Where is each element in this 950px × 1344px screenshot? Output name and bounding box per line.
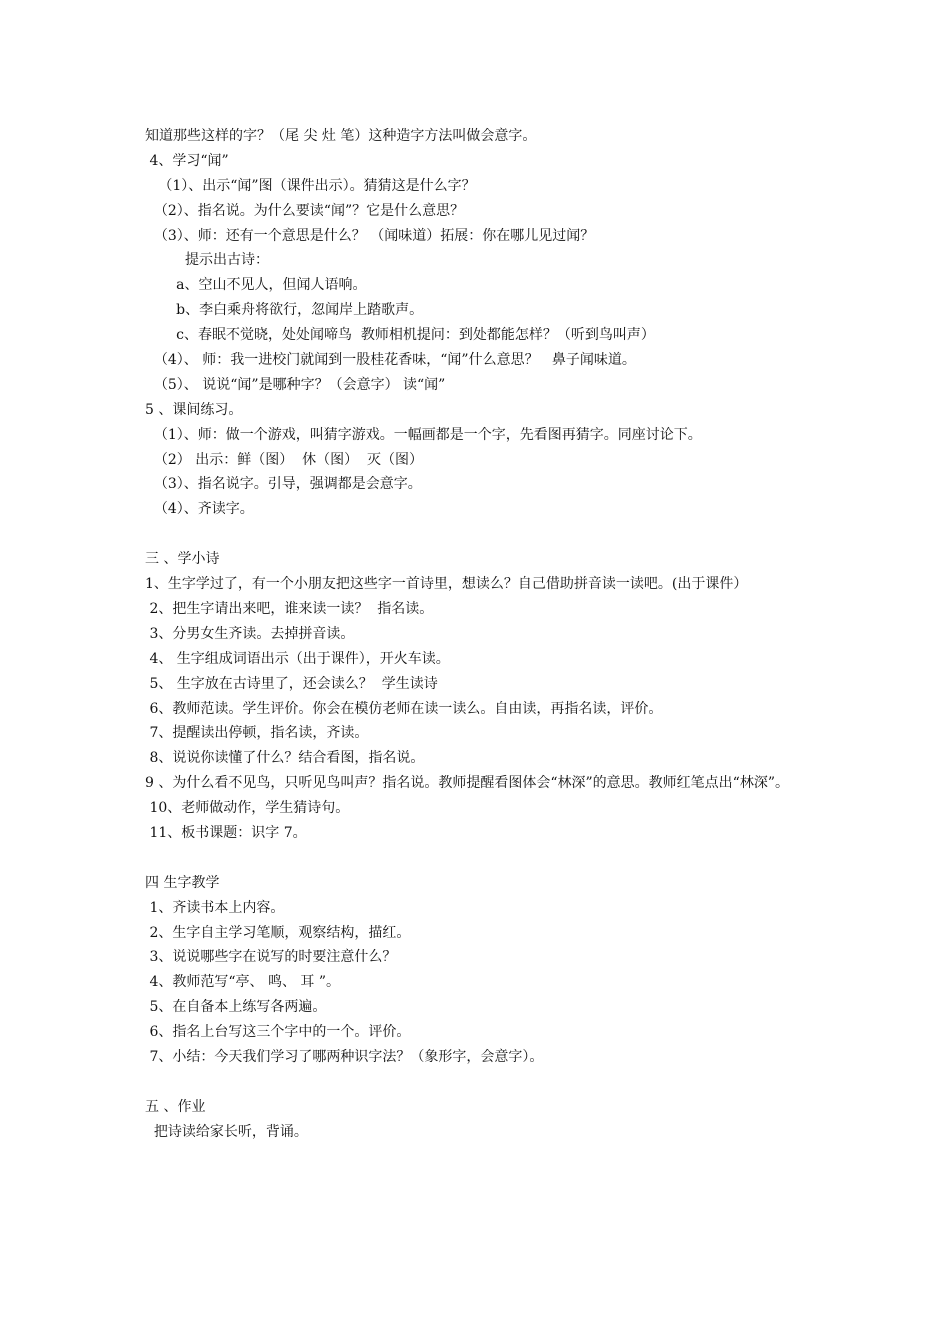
text-line: 7、提醒读出停顿，指名读，齐读。 xyxy=(145,725,369,742)
blank-line xyxy=(145,1070,825,1095)
text-line: 5、在自备本上练写各两遍。 xyxy=(145,999,327,1016)
text-line: 4、教师范写“亭、 鸣、 耳 ”。 xyxy=(145,974,341,991)
poem-line: c、春眠不觉晓，处处闻啼鸟 教师相机提问：到处都能怎样？（听到鸟叫声） xyxy=(145,327,655,344)
section-heading: 4、学习“闻” xyxy=(145,152,229,169)
text-line: （1）、师：做一个游戏，叫猜字游戏。一幅画都是一个字，先看图再猜字。同座讨论下。 xyxy=(145,426,702,443)
text-line: 2、生字自主学习笔顺，观察结构，描红。 xyxy=(145,924,411,941)
section-heading: 三 、学小诗 xyxy=(145,551,220,568)
text-line: （1）、出示“闻”图（课件出示）。猜猜这是什么字？ xyxy=(145,177,476,194)
text-line: 3、说说哪些字在说写的时要注意什么？ xyxy=(145,949,397,966)
text-line: （4）、 师：我一进校门就闻到一股桂花香味，“闻”什么意思？ 鼻子闻味道。 xyxy=(145,352,636,369)
text-line: 提示出古诗： xyxy=(145,252,270,269)
section-heading: 四 生字教学 xyxy=(145,874,220,891)
text-line: （3）、指名说字。引导，强调都是会意字。 xyxy=(145,476,422,493)
text-line: 10、老师做动作，学生猜诗句。 xyxy=(145,800,350,817)
text-line: 6、教师范读。学生评价。你会在模仿老师在读一读么。自由读，再指名读，评价。 xyxy=(145,700,663,717)
blank-line xyxy=(145,522,825,547)
text-line: 1、生字学过了，有一个小朋友把这些字一首诗里，想读么？自己借助拼音读一读吧。(出于课件） xyxy=(145,576,748,593)
text-line: 2、把生字请出来吧，谁来读一读？ 指名读。 xyxy=(145,600,434,617)
text-line: 9 、为什么看不见鸟，只听见鸟叫声？指名说。教师提醒看图体会“林深”的意思。教师红笔点出“林深”。 xyxy=(145,775,789,792)
poem-line: b、李白乘舟将欲行，忽闻岸上踏歌声。 xyxy=(145,302,424,319)
text-line: （5）、 说说“闻”是哪种字？（会意字） 读“闻” xyxy=(145,376,446,393)
document-body xyxy=(145,124,825,1145)
text-line: 知道那些这样的字？（尾 尖 灶 笔）这种造字方法叫做会意字。 xyxy=(145,128,537,144)
text-line: 1、齐读书本上内容。 xyxy=(145,899,285,916)
text-line: （2）、指名说。为什么要读“闻”？它是什么意思？ xyxy=(145,202,465,219)
text-line: 11、板书课题：识字 7。 xyxy=(145,824,307,841)
text-line: 3、分男女生齐读。去掉拼音读。 xyxy=(145,625,355,642)
blank-line xyxy=(145,846,825,871)
text-line: 4、 生字组成词语出示（出于课件），开火车读。 xyxy=(145,650,450,667)
text-line: 把诗读给家长听，背诵。 xyxy=(145,1123,308,1140)
section-heading: 5 、课间练习。 xyxy=(145,401,243,418)
text-line: 6、指名上台写这三个字中的一个。评价。 xyxy=(145,1024,411,1041)
text-line: 8、说说你读懂了什么？结合看图，指名说。 xyxy=(145,750,425,767)
text-line: 7、小结：今天我们学习了哪两种识字法？（象形字，会意字）。 xyxy=(145,1048,544,1065)
text-line: （3）、师：还有一个意思是什么？ （闻味道）拓展：你在哪儿见过闻？ xyxy=(145,227,595,244)
text-line: （4）、齐读字。 xyxy=(145,501,254,518)
text-line: （2） 出示：鲜（图） 休（图） 灭（图） xyxy=(145,451,424,468)
text-line: 5、 生字放在古诗里了，还会读么？ 学生读诗 xyxy=(145,675,438,692)
poem-line: a、空山不见人，但闻人语响。 xyxy=(145,277,367,294)
section-heading: 五 、作业 xyxy=(145,1098,206,1115)
